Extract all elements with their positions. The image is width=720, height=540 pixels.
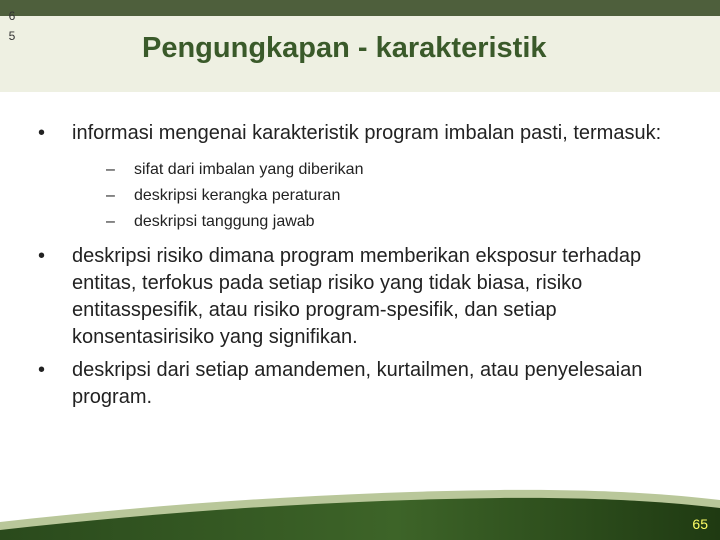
corner-number: 65 <box>8 9 16 43</box>
bullet-item <box>38 357 688 411</box>
sub-item <box>72 209 688 235</box>
dash-icon: – <box>106 161 115 178</box>
footer-wave-graphic <box>0 482 720 540</box>
sub-text: deskripsi tanggung jawab <box>134 213 315 230</box>
bullet-item <box>38 243 688 351</box>
bullet-text: informasi mengenai karakteristik program imbalan pasti, termasuk: <box>72 122 662 144</box>
slide-title: Pengungkapan - karakteristik <box>142 32 547 64</box>
slide-content <box>38 120 688 411</box>
bullet-text: deskripsi dari setiap amandemen, kurtailmen, atau penyelesaian program. <box>72 359 643 408</box>
bullet-item <box>38 120 688 235</box>
bullet-text: deskripsi risiko dimana program memberikan eksposur terhadap entitas, terfokus pada setiap risiko yang tidak biasa, risiko entitasspesifik, atau risiko program-spesifik, dan setiap konsentasirisiko yang signifikan. <box>72 245 642 348</box>
footer-band <box>0 482 720 540</box>
sub-text: sifat dari imbalan yang diberikan <box>134 161 364 178</box>
bullet-icon: • <box>38 245 46 267</box>
bullet-icon: • <box>38 122 46 144</box>
header-bar <box>0 0 720 16</box>
sub-text: deskripsi kerangka peraturan <box>134 187 341 204</box>
dash-icon: – <box>106 187 115 204</box>
bullet-icon: • <box>38 359 46 381</box>
sub-item <box>72 157 688 183</box>
dash-icon: – <box>106 213 115 230</box>
page-number: 65 <box>692 516 708 532</box>
sub-item <box>72 183 688 209</box>
sub-list <box>72 157 688 235</box>
